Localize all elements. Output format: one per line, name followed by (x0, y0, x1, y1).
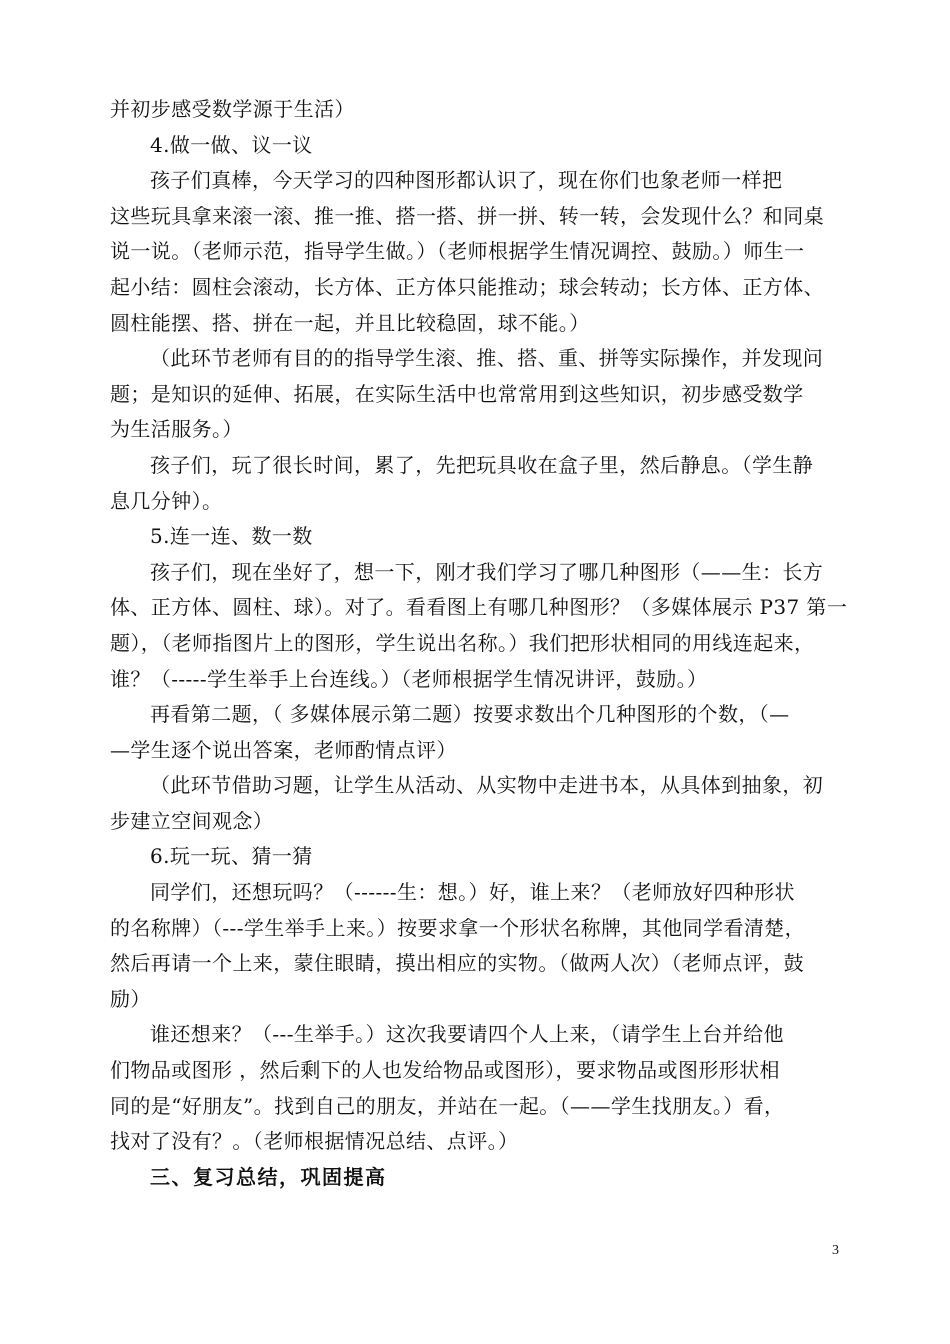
text-line: （此环节老师有目的的指导学生滚、推、搭、重、拼等实际操作，并发现问 (150, 346, 824, 371)
text-line: 励） (110, 986, 151, 1011)
text-line: 起小结：圆柱会滚动，长方体、正方体只能推动；球会转动；长方体、正方体、 (110, 274, 824, 299)
text-line: 同的是“好朋友”。找到自己的朋友，并站在一起。（——学生找朋友。）看， (110, 1093, 785, 1118)
text-line: 为生活服务。） (110, 417, 243, 442)
text-line: 谁还想来？（---生举手。）这次我要请四个人上来，（请学生上台并给他 (150, 1022, 784, 1047)
subsection-title: 6.玩一玩、猜一猜 (150, 844, 313, 869)
subsection-title: 4.做一做、议一议 (150, 132, 313, 157)
text-line: 说一说。（老师示范，指导学生做。）（老师根据学生情况调控、鼓励。）师生一 (110, 239, 805, 264)
text-line: 的名称牌）（---学生举手上来。）按要求拿一个形状名称牌，其他同学看清楚， (110, 915, 806, 940)
text-line: 体、正方体、圆柱、球）。对了。看看图上有哪几种图形？（多媒体展示 P37 第一 (110, 595, 848, 620)
text-line: 步建立空间观念） (110, 808, 274, 833)
text-line: 圆柱能摆、搭、拼在一起，并且比较稳固，球不能。） (110, 310, 590, 335)
text-line: 息几分钟）。 (110, 488, 223, 513)
text-line: —学生逐个说出答案，老师酌情点评） (110, 737, 457, 762)
subsection-title: 5.连一连、数一数 (150, 524, 313, 549)
text-line: （此环节借助习题，让学生从活动、从实物中走进书本，从具体到抽象，初 (150, 773, 824, 798)
text-line: 孩子们真棒，今天学习的四种图形都认识了，现在你们也象老师一样把 (150, 168, 783, 193)
text-line: 找对了没有？。（老师根据情况总结、点评。） (110, 1129, 519, 1154)
text-line: 同学们，还想玩吗？（------生：想。）好，谁上来？（老师放好四种形状 (150, 880, 795, 905)
text-line: 再看第二题，（ 多媒体展示第二题）按要求数出个几种图形的个数，（— (150, 702, 790, 727)
text-line: 这些玩具拿来滚一滚、推一推、搭一搭、拼一拼、转一转，会发现什么？和同桌 (110, 203, 824, 228)
text-line: 题；是知识的延伸、拓展，在实际生活中也常常用到这些知识，初步感受数学 (110, 381, 804, 406)
text-line: 并初步感受数学源于生活） (110, 97, 355, 121)
text-line: 孩子们，玩了很长时间，累了，先把玩具收在盒子里，然后静息。（学生静 (150, 452, 814, 477)
text-line: 题），（老师指图片上的图形，学生说出名称。）我们把形状相同的用线连起来， (110, 630, 815, 655)
text-line: 们物品或图形 ，然后剩下的人也发给物品或图形），要求物品或图形形状相 (110, 1058, 780, 1083)
text-line: 孩子们，现在坐好了，想一下，刚才我们学习了哪几种图形（——生：长方 (150, 559, 824, 584)
body-text (110, 92, 850, 1195)
section-heading: 三、复习总结，巩固提高 (150, 1164, 387, 1189)
text-line: 谁？（-----学生举手上台连线。）（老师根据学生情况讲评，鼓励。） (110, 666, 708, 691)
text-line: 然后再请一个上来，蒙住眼睛，摸出相应的实物。（做两人次）（老师点评，鼓 (110, 951, 804, 976)
page-number: 3 (832, 1243, 839, 1258)
